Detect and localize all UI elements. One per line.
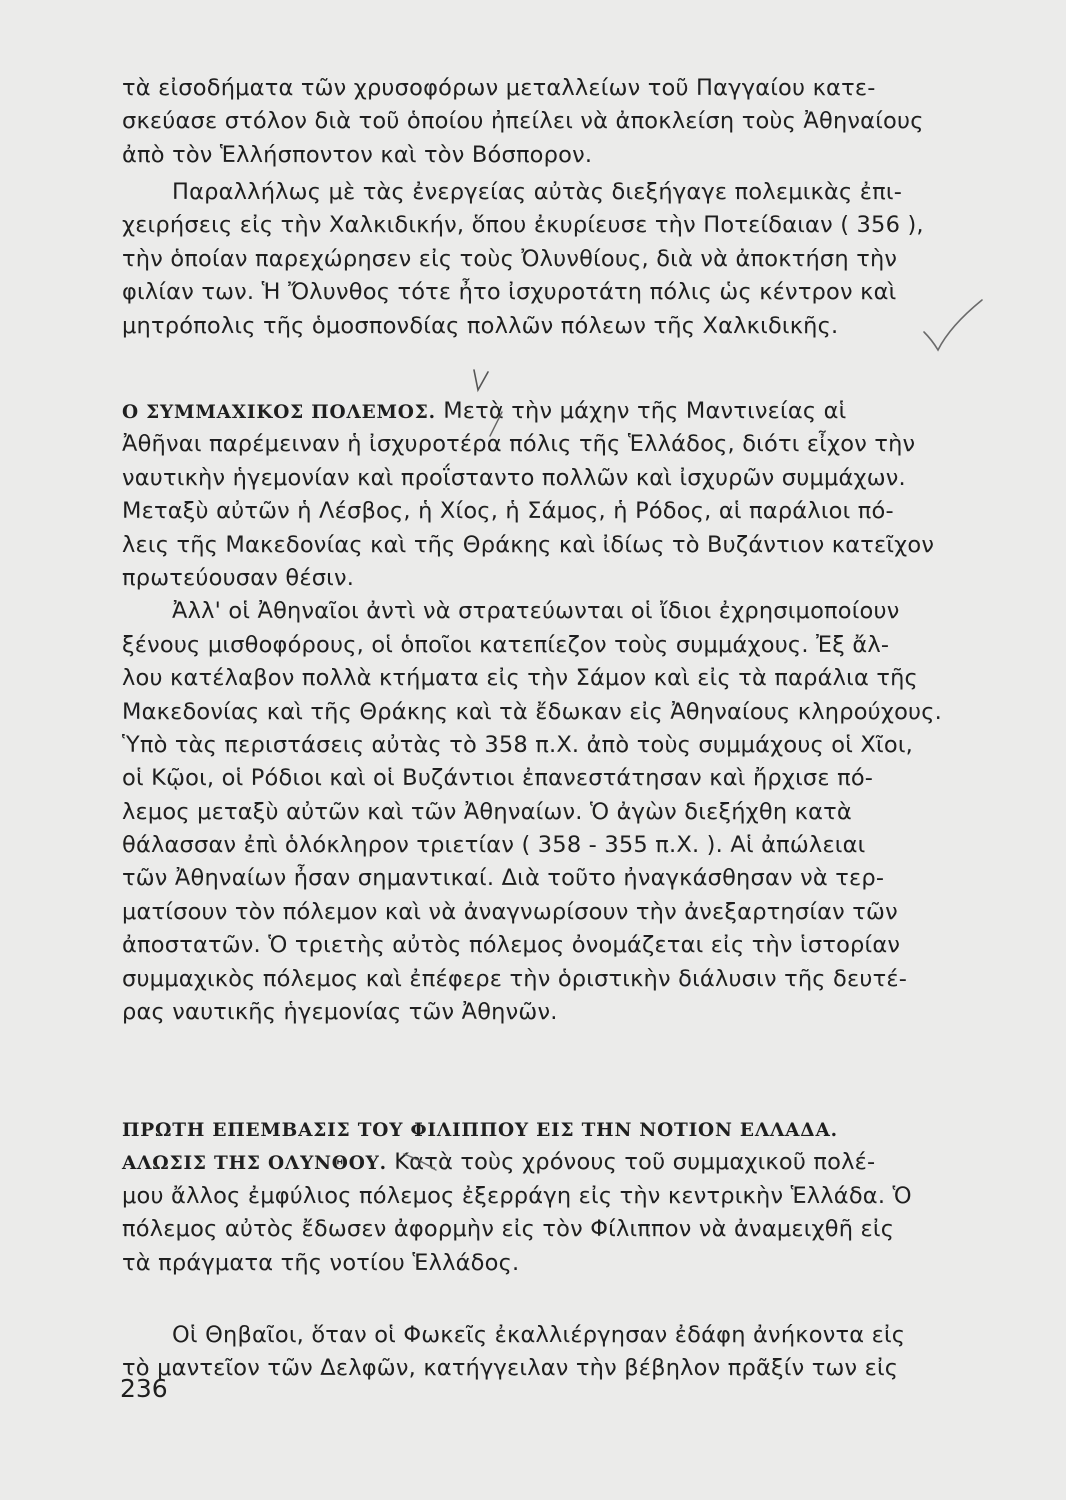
text-line: συμμαχικὸς πόλεμος καὶ ἐπέφερε τὴν ὁριστικὴν διάλυσιν τῆς δευτέ- [122, 965, 908, 992]
text-line: μητρόπολις τῆς ὁμοσπονδίας πολλῶν πόλεων τῆς Χαλκιδικῆς. [122, 312, 839, 339]
text-line: λεις τῆς Μακεδονίας καὶ τῆς Θράκης καὶ ἰδίως τὸ Βυζάντιον κατεῖχον [122, 531, 935, 558]
text-line: τὰ πράγματα τῆς νοτίου Ἑλλάδος. [122, 1249, 520, 1276]
text-line: τὸ μαντεῖον τῶν Δελφῶν, κατήγγειλαν τὴν βέβηλον πρᾶξίν των εἰς [122, 1355, 899, 1382]
text-line: λου κατέλαβον πολλὰ κτήματα εἰς τὴν Σάμον καὶ εἰς τὰ παράλια τῆς [122, 665, 918, 692]
text-line: Ὑπὸ τὰς περιστάσεις αὐτὰς τὸ 358 π.Χ. ἀπὸ τοὺς συμμάχους οἱ Χῖοι, [122, 731, 913, 758]
text-line: ματίσουν τὸν πόλεμον καὶ νὰ ἀναγνωρίσουν τὴν ἀνεξαρτησίαν τῶν [122, 898, 898, 925]
text-line: πόλεμος αὐτὸς ἔδωσεν ἀφορμὴν εἰς τὸν Φίλιππον νὰ ἀναμειχθῆ εἰς [122, 1216, 895, 1243]
text-line: ξένους μισθοφόρους, οἱ ὁποῖοι κατεπίεζον τοὺς συμμάχους. Ἐξ ἄλ- [122, 631, 890, 658]
text-line [122, 1146, 964, 1179]
text-line [122, 395, 964, 428]
text-line: Ἀλλ' οἱ Ἀθηναῖοι ἀντὶ νὰ στρατεύωνται οἱ ἴδιοι ἐχρησιμοποίουν [172, 598, 900, 625]
text-line: τὴν ὁποίαν παρεχώρησεν εἰς τοὺς Ὀλυνθίους, διὰ νὰ ἀποκτήση τὴν [122, 245, 898, 272]
text-line [122, 1113, 964, 1146]
paragraph-5 [122, 1319, 964, 1386]
text-line: ἀποστατῶν. Ὁ τριετὴς αὐτὸς πόλεμος ὀνομάζεται εἰς τὴν ἱστορίαν [122, 932, 901, 959]
text-line: Μεταξὺ αὐτῶν ἡ Λέσβος, ἡ Χίος, ἡ Σάμος, ἡ Ρόδος, αἱ παράλιοι πό- [122, 498, 894, 525]
section-heading: ΑΛΩΣΙΣ ΤΗΣ ΟΛΥΝΘΟΥ. [122, 1153, 387, 1175]
text-line: τῶν Ἀθηναίων ἦσαν σημαντικαί. Διὰ τοῦτο ἠναγκάσθησαν νὰ τερ- [122, 865, 885, 892]
text-line: Παραλλήλως μὲ τὰς ἐνεργείας αὐτὰς διεξήγαγε πολεμικὰς ἐπι- [172, 179, 903, 205]
text-line: πρωτεύουσαν θέσιν. [122, 564, 355, 591]
text-line: φιλίαν των. Ἡ Ὄλυνθος τότε ἦτο ἰσχυροτάτη πόλις ὡς κέντρον καὶ [122, 279, 897, 306]
section-symmachikos-polemos [122, 395, 964, 1029]
section-heading: Ο ΣΥΜΜΑΧΙΚΟΣ ΠΟΛΕΜΟΣ. [122, 402, 436, 423]
text-line: λεμος μεταξὺ αὐτῶν καὶ τῶν Ἀθηναίων. Ὁ ἀγὼν διεξήχθη κατὰ [122, 798, 852, 825]
text-line: Οἱ Θηβαῖοι, ὅταν οἱ Φωκεῖς ἐκαλλιέργησαν ἐδάφη ἀνήκοντα εἰς [172, 1322, 906, 1348]
text-line: ναυτικὴν ἡγεμονίαν καὶ προΐσταντο πολλῶν καὶ ἰσχυρῶν συμμάχων. [122, 464, 906, 491]
section-proti-epemvasis [122, 1113, 964, 1280]
text-line: οἱ Κῷοι, οἱ Ρόδιοι καὶ οἱ Βυζάντιοι ἐπανεστάτησαν καὶ ἤρχισε πό- [122, 765, 874, 792]
text-line: Ἀθῆναι παρέμειναν ἡ ἰσχυροτέρα πόλις τῆς Ἑλλάδος, διότι εἶχον τὴν [122, 431, 916, 458]
text-line: ἀπὸ τὸν Ἑλλήσποντον καὶ τὸν Βόσπορον. [122, 141, 593, 168]
text-line: σκεύασε στόλον διὰ τοῦ ὁποίου ἠπείλει νὰ ἀποκλείση τοὺς Ἀθηναίους [122, 108, 924, 135]
text-line: τὰ εἰσοδήματα τῶν χρυσοφόρων μεταλλείων τοῦ Παγγαίου κατε- [122, 75, 876, 101]
paragraph-1 [122, 72, 964, 172]
paragraph-2 [122, 176, 964, 343]
section-heading: ΠΡΩΤΗ ΕΠΕΜΒΑΣΙΣ ΤΟΥ ΦΙΛΙΠΠΟΥ ΕΙΣ ΤΗΝ ΝΟΤΙΟΝ ΕΛΛΑΔΑ. [122, 1120, 838, 1141]
text-line: Μακεδονίας καὶ τῆς Θράκης καὶ τὰ ἔδωκαν εἰς Ἀθηναίους κληρούχους. [122, 698, 943, 725]
text-run: Μετὰ τὴν μάχην τῆς Μαντινείας αἱ [435, 398, 847, 424]
text-line: μου ἄλλος ἐμφύλιος πόλεμος ἐξερράγη εἰς τὴν κεντρικὴν Ἑλλάδα. Ὁ [122, 1182, 912, 1209]
page-number: 236 [120, 1374, 168, 1403]
text-line: θάλασσαν ἐπὶ ὁλόκληρον τριετίαν ( 358 - 355 π.Χ. ). Αἱ ἀπώλειαι [122, 832, 866, 859]
text-line: χειρήσεις εἰς τὴν Χαλκιδικήν, ὅπου ἐκυρίευσε τὴν Ποτείδαιαν ( 356 ), [122, 212, 924, 239]
text-run: Κατὰ τοὺς χρόνους τοῦ συμμαχικοῦ πολέ- [386, 1149, 876, 1176]
text-line: ρας ναυτικῆς ἡγεμονίας τῶν Ἀθηνῶν. [122, 999, 558, 1026]
